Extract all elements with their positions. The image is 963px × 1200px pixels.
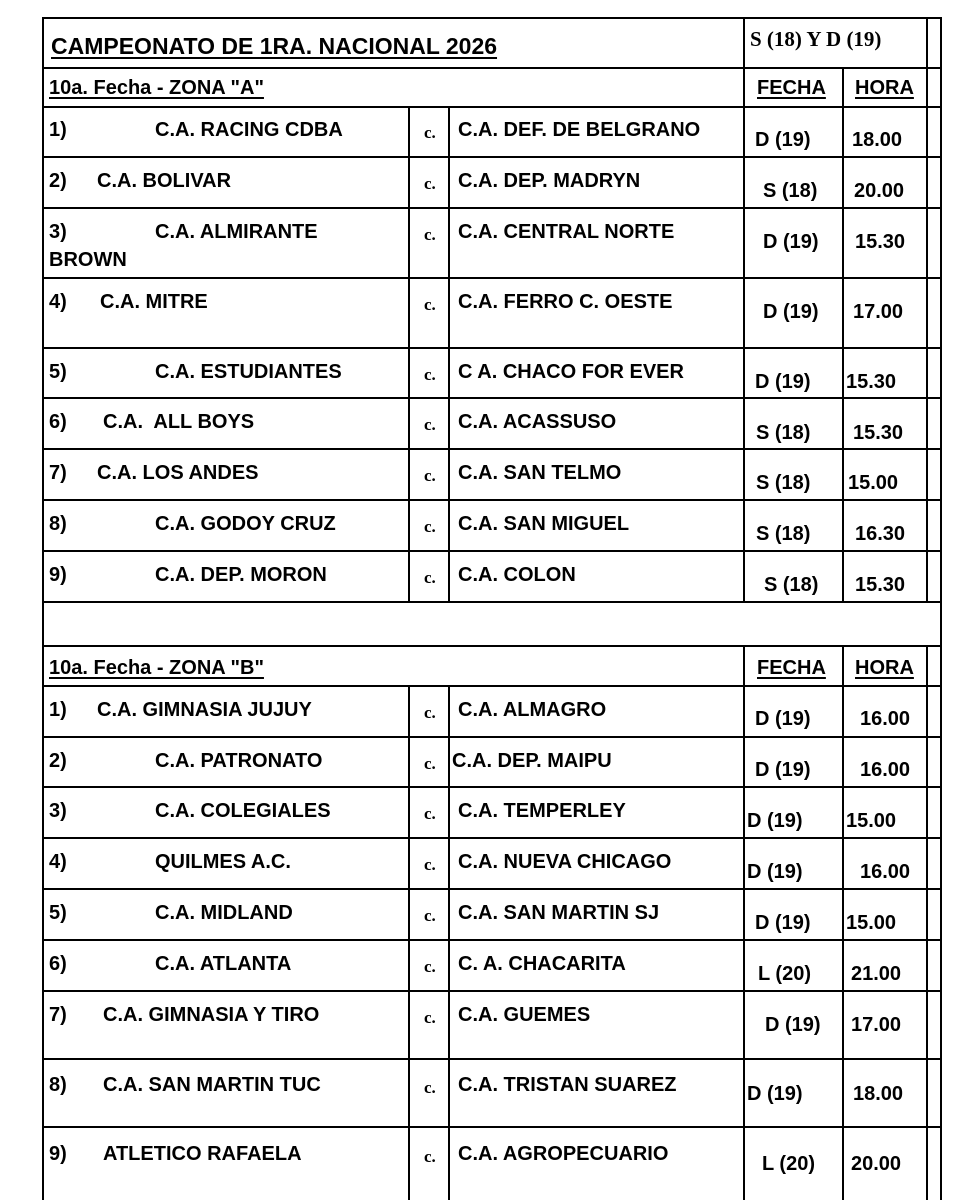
- match-time: 15.30: [855, 574, 906, 596]
- row-line: [42, 397, 942, 399]
- versus-mark: c.: [424, 855, 436, 874]
- row-line: [42, 837, 942, 839]
- match-date: L (20): [762, 1153, 815, 1175]
- row-line: [42, 1126, 942, 1128]
- versus-mark: c.: [424, 703, 436, 722]
- row-line: [42, 67, 942, 69]
- versus-mark: c.: [424, 517, 436, 536]
- versus-mark: c.: [424, 225, 436, 244]
- match-time: 15.00: [846, 810, 897, 832]
- match-date: S (18): [756, 472, 811, 494]
- match-time: 17.00: [851, 1014, 902, 1036]
- versus-mark: c.: [424, 123, 436, 142]
- row-line: [42, 990, 942, 992]
- row-line: [42, 888, 942, 890]
- row-line: [42, 499, 942, 501]
- zone-b-heading: 10a. Fecha - ZONA "B": [49, 657, 264, 679]
- row-line: [42, 736, 942, 738]
- match-date: S (18): [756, 523, 811, 545]
- match-number: 8): [49, 1074, 67, 1096]
- match-date: D (19): [755, 129, 811, 151]
- match-time: 18.00: [853, 1083, 904, 1105]
- match-date: D (19): [747, 1083, 803, 1105]
- versus-mark: c.: [424, 174, 436, 193]
- away-team: C.A. SAN TELMO: [458, 462, 622, 484]
- away-team: C A. CHACO FOR EVER: [458, 361, 684, 383]
- versus-mark: c.: [424, 1078, 436, 1097]
- versus-mark: c.: [424, 365, 436, 384]
- away-team: C.A. DEP. MAIPU: [452, 750, 612, 772]
- versus-mark: c.: [424, 295, 436, 314]
- match-number: 6): [49, 953, 67, 975]
- match-number: 6): [49, 411, 67, 433]
- row-line: [42, 277, 942, 279]
- zone-b-fecha-header: FECHA: [757, 657, 826, 679]
- col-divider-hora-a: [842, 68, 844, 602]
- match-time: 18.00: [852, 129, 903, 151]
- home-team: C.A. MITRE: [100, 291, 208, 313]
- row-line: [42, 156, 942, 158]
- away-team: C.A. FERRO C. OESTE: [458, 291, 673, 313]
- row-line: [42, 106, 942, 108]
- match-date: D (19): [747, 861, 803, 883]
- match-date: D (19): [755, 912, 811, 934]
- row-line: [42, 207, 942, 209]
- match-time: 15.30: [846, 371, 897, 393]
- away-team: C.A. DEF. DE BELGRANO: [458, 119, 701, 141]
- col-divider-home-b: [408, 686, 410, 1200]
- col-divider-hora-b: [842, 646, 844, 1200]
- row-line: [42, 1058, 942, 1060]
- left-border: [42, 17, 44, 1200]
- match-time: 15.30: [855, 231, 906, 253]
- row-line: [42, 685, 942, 687]
- match-number: 2): [49, 170, 67, 192]
- away-team: C.A. GUEMES: [458, 1004, 591, 1026]
- away-team: C.A. SAN MIGUEL: [458, 513, 630, 535]
- home-team: ATLETICO RAFAELA: [103, 1143, 302, 1165]
- home-team: C.A. COLEGIALES: [155, 800, 331, 822]
- row-line: [42, 786, 942, 788]
- match-time: 16.00: [860, 759, 911, 781]
- match-date: S (18): [763, 180, 818, 202]
- match-number: 4): [49, 851, 67, 873]
- away-team: C.A. CENTRAL NORTE: [458, 221, 675, 243]
- versus-mark: c.: [424, 415, 436, 434]
- match-date: D (19): [755, 708, 811, 730]
- away-team: C.A. COLON: [458, 564, 576, 586]
- match-number: 3): [49, 800, 67, 822]
- match-time: 15.00: [846, 912, 897, 934]
- col-divider-fecha-b: [743, 646, 745, 1200]
- match-time: 16.30: [855, 523, 906, 545]
- versus-mark: c.: [424, 1147, 436, 1166]
- versus-mark: c.: [424, 754, 436, 773]
- row-line: [42, 448, 942, 450]
- match-time: 20.00: [851, 1153, 902, 1175]
- match-number: 1): [49, 119, 67, 141]
- match-date: L (20): [758, 963, 811, 985]
- match-date: D (19): [765, 1014, 821, 1036]
- versus-mark: c.: [424, 957, 436, 976]
- match-number: 8): [49, 513, 67, 535]
- match-time: 20.00: [854, 180, 905, 202]
- match-time: 21.00: [851, 963, 902, 985]
- row-line: [42, 645, 942, 647]
- home-team: C.A. RACING CDBA: [155, 119, 343, 141]
- zone-b-hora-header: HORA: [855, 657, 914, 679]
- zone-a-heading: 10a. Fecha - ZONA "A": [49, 77, 264, 99]
- match-date: D (19): [747, 810, 803, 832]
- versus-mark: c.: [424, 568, 436, 587]
- right-inner-border-a: [926, 17, 928, 602]
- top-border: [42, 17, 942, 19]
- home-team: C.A. BOLIVAR: [97, 170, 232, 192]
- home-team: C.A. GODOY CRUZ: [155, 513, 336, 535]
- row-line: [42, 601, 942, 603]
- home-team: C.A. ALL BOYS: [103, 411, 255, 433]
- home-team: QUILMES A.C.: [155, 851, 291, 873]
- col-divider-fecha-a: [743, 17, 745, 602]
- match-time: 15.00: [848, 472, 899, 494]
- away-team: C.A. ALMAGRO: [458, 699, 607, 721]
- home-team: C.A. GIMNASIA JUJUY: [97, 699, 312, 721]
- away-team: C.A. DEP. MADRYN: [458, 170, 641, 192]
- match-number: 7): [49, 462, 67, 484]
- match-time: 17.00: [853, 301, 904, 323]
- away-team: C.A. ACASSUSO: [458, 411, 617, 433]
- home-team: C.A. LOS ANDES: [97, 462, 259, 484]
- col-divider-home-a: [408, 107, 410, 602]
- away-team: C.A. SAN MARTIN SJ: [458, 902, 660, 924]
- match-date: S (18): [764, 574, 819, 596]
- match-number: 9): [49, 1143, 67, 1165]
- match-number: 9): [49, 564, 67, 586]
- zone-a-fecha-header: FECHA: [757, 77, 826, 99]
- dates-header: S (18) Y D (19): [750, 27, 882, 51]
- match-time: 16.00: [860, 861, 911, 883]
- match-date: D (19): [763, 301, 819, 323]
- right-inner-border-b: [926, 646, 928, 1200]
- match-number: 5): [49, 361, 67, 383]
- away-team: C.A. NUEVA CHICAGO: [458, 851, 672, 873]
- home-team: C.A. DEP. MORON: [155, 564, 327, 586]
- row-line: [42, 550, 942, 552]
- home-team: C.A. ESTUDIANTES: [155, 361, 342, 383]
- match-number: 3): [49, 221, 67, 243]
- versus-mark: c.: [424, 1008, 436, 1027]
- home-team-continued: BROWN: [49, 249, 127, 271]
- away-team: C.A. TEMPERLEY: [458, 800, 626, 822]
- row-line: [42, 347, 942, 349]
- match-date: S (18): [756, 422, 811, 444]
- match-time: 16.00: [860, 708, 911, 730]
- home-team: C.A. PATRONATO: [155, 750, 323, 772]
- match-number: 1): [49, 699, 67, 721]
- versus-mark: c.: [424, 906, 436, 925]
- match-date: D (19): [755, 759, 811, 781]
- match-time: 15.30: [853, 422, 904, 444]
- home-team: C.A. GIMNASIA Y TIRO: [103, 1004, 320, 1026]
- versus-mark: c.: [424, 804, 436, 823]
- away-team: C. A. CHACARITA: [458, 953, 626, 975]
- zone-a-hora-header: HORA: [855, 77, 914, 99]
- match-date: D (19): [763, 231, 819, 253]
- versus-mark: c.: [424, 466, 436, 485]
- page-title: CAMPEONATO DE 1RA. NACIONAL 2026: [51, 33, 498, 59]
- away-team: C.A. TRISTAN SUAREZ: [458, 1074, 677, 1096]
- match-number: 4): [49, 291, 67, 313]
- match-number: 7): [49, 1004, 67, 1026]
- away-team: C.A. AGROPECUARIO: [458, 1143, 669, 1165]
- col-divider-vs-a: [448, 107, 450, 602]
- row-line: [42, 939, 942, 941]
- home-team: C.A. SAN MARTIN TUC: [103, 1074, 321, 1096]
- right-outer-border: [940, 17, 942, 1200]
- match-number: 2): [49, 750, 67, 772]
- home-team: C.A. ALMIRANTE: [155, 221, 318, 243]
- home-team: C.A. ATLANTA: [155, 953, 292, 975]
- match-date: D (19): [755, 371, 811, 393]
- home-team: C.A. MIDLAND: [155, 902, 293, 924]
- match-number: 5): [49, 902, 67, 924]
- col-divider-vs-b: [448, 686, 450, 1200]
